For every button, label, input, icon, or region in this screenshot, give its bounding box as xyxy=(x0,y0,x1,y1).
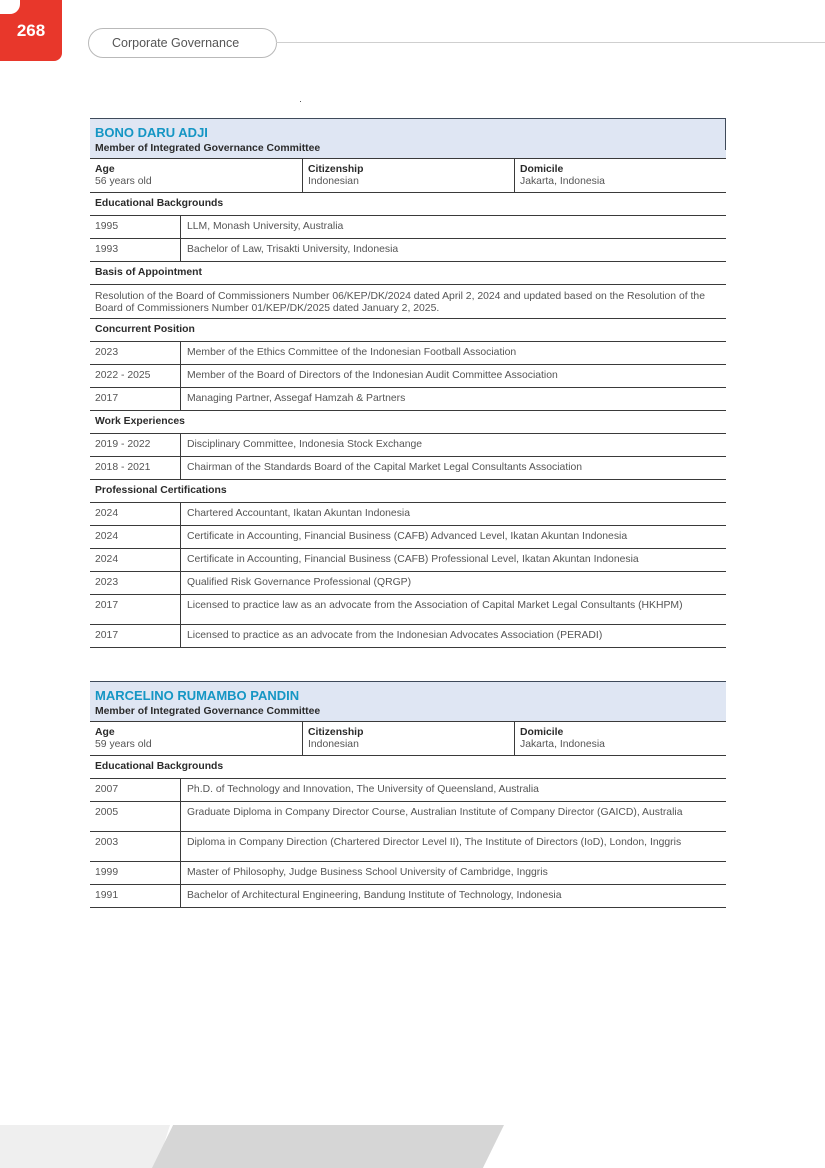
footer-shape-light xyxy=(0,1125,170,1168)
table-row xyxy=(90,832,726,862)
citizenship-cell xyxy=(302,722,514,755)
table-row xyxy=(90,779,726,802)
profile-role: Member of Integrated Governance Committee xyxy=(95,706,321,717)
table-row xyxy=(90,457,726,480)
citizenship-value: Indonesian xyxy=(308,739,359,750)
row-year: 2017 xyxy=(90,625,181,647)
page-number xyxy=(0,0,62,61)
appointment-title: Basis of Appointment xyxy=(90,262,726,285)
table-row xyxy=(90,862,726,885)
row-desc: Member of the Board of Directors of the Indonesian Audit Committee Association xyxy=(187,370,558,381)
table-row xyxy=(90,802,726,832)
row-desc: Ph.D. of Technology and Innovation, The University of Queensland, Australia xyxy=(187,784,539,795)
section-title: Corporate Governance xyxy=(88,28,277,58)
page-number-text: 268 xyxy=(16,20,46,40)
domicile-cell xyxy=(514,159,726,192)
row-year: 1999 xyxy=(90,862,181,884)
table-row xyxy=(90,365,726,388)
row-desc: Managing Partner, Assegaf Hamzah & Partners xyxy=(187,393,406,404)
row-year: 2003 xyxy=(90,832,181,861)
age-cell xyxy=(90,722,302,755)
row-year: 2017 xyxy=(90,595,181,624)
table-row xyxy=(90,549,726,572)
citizenship-cell xyxy=(302,159,514,192)
citizenship-label: Citizenship xyxy=(308,164,364,175)
row-desc: Chairman of the Standards Board of the Capital Market Legal Consultants Association xyxy=(187,462,583,473)
age-label: Age xyxy=(95,164,115,175)
header-divider xyxy=(276,42,825,43)
table-row xyxy=(90,239,726,262)
domicile-label: Domicile xyxy=(520,164,564,175)
row-desc: Member of the Ethics Committee of the Indonesian Football Association xyxy=(187,347,517,358)
table-row xyxy=(90,526,726,549)
decorative-dot xyxy=(300,101,301,102)
profile-info-row xyxy=(90,158,726,193)
footer-shape-dark xyxy=(152,1125,504,1168)
table-row xyxy=(90,625,726,648)
table-row xyxy=(90,595,726,625)
profile-name: BONO DARU ADJI xyxy=(95,125,208,140)
citizenship-label: Citizenship xyxy=(308,727,364,738)
profile-bono-daru-adji xyxy=(90,118,726,648)
profile-info-row xyxy=(90,721,726,756)
table-row xyxy=(90,885,726,908)
row-desc: Master of Philosophy, Judge Business School University of Cambridge, Inggris xyxy=(187,867,548,878)
table-row xyxy=(90,572,726,595)
row-desc: Graduate Diploma in Company Director Course, Australian Institute of Company Director (GAICD), Australia xyxy=(187,807,683,818)
profile-header xyxy=(90,681,726,721)
domicile-value: Jakarta, Indonesia xyxy=(520,176,605,187)
row-year: 1991 xyxy=(90,885,181,907)
row-desc: Bachelor of Law, Trisakti University, Indonesia xyxy=(187,244,399,255)
work-title: Work Experiences xyxy=(90,411,726,434)
row-year: 2018 - 2021 xyxy=(90,457,181,479)
table-row xyxy=(90,434,726,457)
profile-role: Member of Integrated Governance Committee xyxy=(95,143,321,154)
row-year: 2019 - 2022 xyxy=(90,434,181,456)
table-row xyxy=(90,216,726,239)
table-row xyxy=(90,342,726,365)
row-desc: Qualified Risk Governance Professional (QRGP) xyxy=(187,577,412,588)
age-cell xyxy=(90,159,302,192)
header-edge xyxy=(725,118,726,150)
education-title: Educational Backgrounds xyxy=(90,756,726,779)
row-year: 2023 xyxy=(90,572,181,594)
appointment-text: Resolution of the Board of Commissioners Number 06/KEP/DK/2024 dated April 2, 2024 and updated based on the Resolution of the Board of Commissioners Number 01/KEP/DK/2025 dated January 2, 2025. xyxy=(90,285,726,319)
profile-header xyxy=(90,118,726,158)
row-year: 2005 xyxy=(90,802,181,831)
education-title: Educational Backgrounds xyxy=(90,193,726,216)
citizenship-value: Indonesian xyxy=(308,176,359,187)
concurrent-title: Concurrent Position xyxy=(90,319,726,342)
row-desc: Disciplinary Committee, Indonesia Stock Exchange xyxy=(187,439,423,450)
row-year: 2023 xyxy=(90,342,181,364)
domicile-cell xyxy=(514,722,726,755)
domicile-label: Domicile xyxy=(520,727,564,738)
table-row xyxy=(90,388,726,411)
row-year: 2024 xyxy=(90,526,181,548)
domicile-value: Jakarta, Indonesia xyxy=(520,739,605,750)
row-desc: Certificate in Accounting, Financial Business (CAFB) Advanced Level, Ikatan Akuntan Indonesia xyxy=(187,531,628,542)
row-desc: Diploma in Company Direction (Chartered Director Level II), The Institute of Directors (IoD), London, Inggris xyxy=(187,837,682,848)
row-year: 2007 xyxy=(90,779,181,801)
row-desc: LLM, Monash University, Australia xyxy=(187,221,344,232)
row-desc: Licensed to practice as an advocate from the Indonesian Advocates Association (PERADI) xyxy=(187,630,603,641)
row-year: 1993 xyxy=(90,239,181,261)
cert-title: Professional Certifications xyxy=(90,480,726,503)
age-label: Age xyxy=(95,727,115,738)
profile-marcelino-rumambo-pandin xyxy=(90,681,726,908)
age-value: 56 years old xyxy=(95,176,152,187)
row-year: 2022 - 2025 xyxy=(90,365,181,387)
row-year: 2024 xyxy=(90,503,181,525)
row-year: 1995 xyxy=(90,216,181,238)
row-desc: Licensed to practice law as an advocate from the Association of Capital Market Legal Consultants (HKHPM) xyxy=(187,600,683,611)
age-value: 59 years old xyxy=(95,739,152,750)
row-desc: Chartered Accountant, Ikatan Akuntan Indonesia xyxy=(187,508,410,519)
row-year: 2024 xyxy=(90,549,181,571)
row-desc: Bachelor of Architectural Engineering, Bandung Institute of Technology, Indonesia xyxy=(187,890,562,901)
row-desc: Certificate in Accounting, Financial Business (CAFB) Professional Level, Ikatan Akuntan Indonesia xyxy=(187,554,639,565)
row-year: 2017 xyxy=(90,388,181,410)
profile-name: MARCELINO RUMAMBO PANDIN xyxy=(95,688,300,703)
table-row xyxy=(90,503,726,526)
